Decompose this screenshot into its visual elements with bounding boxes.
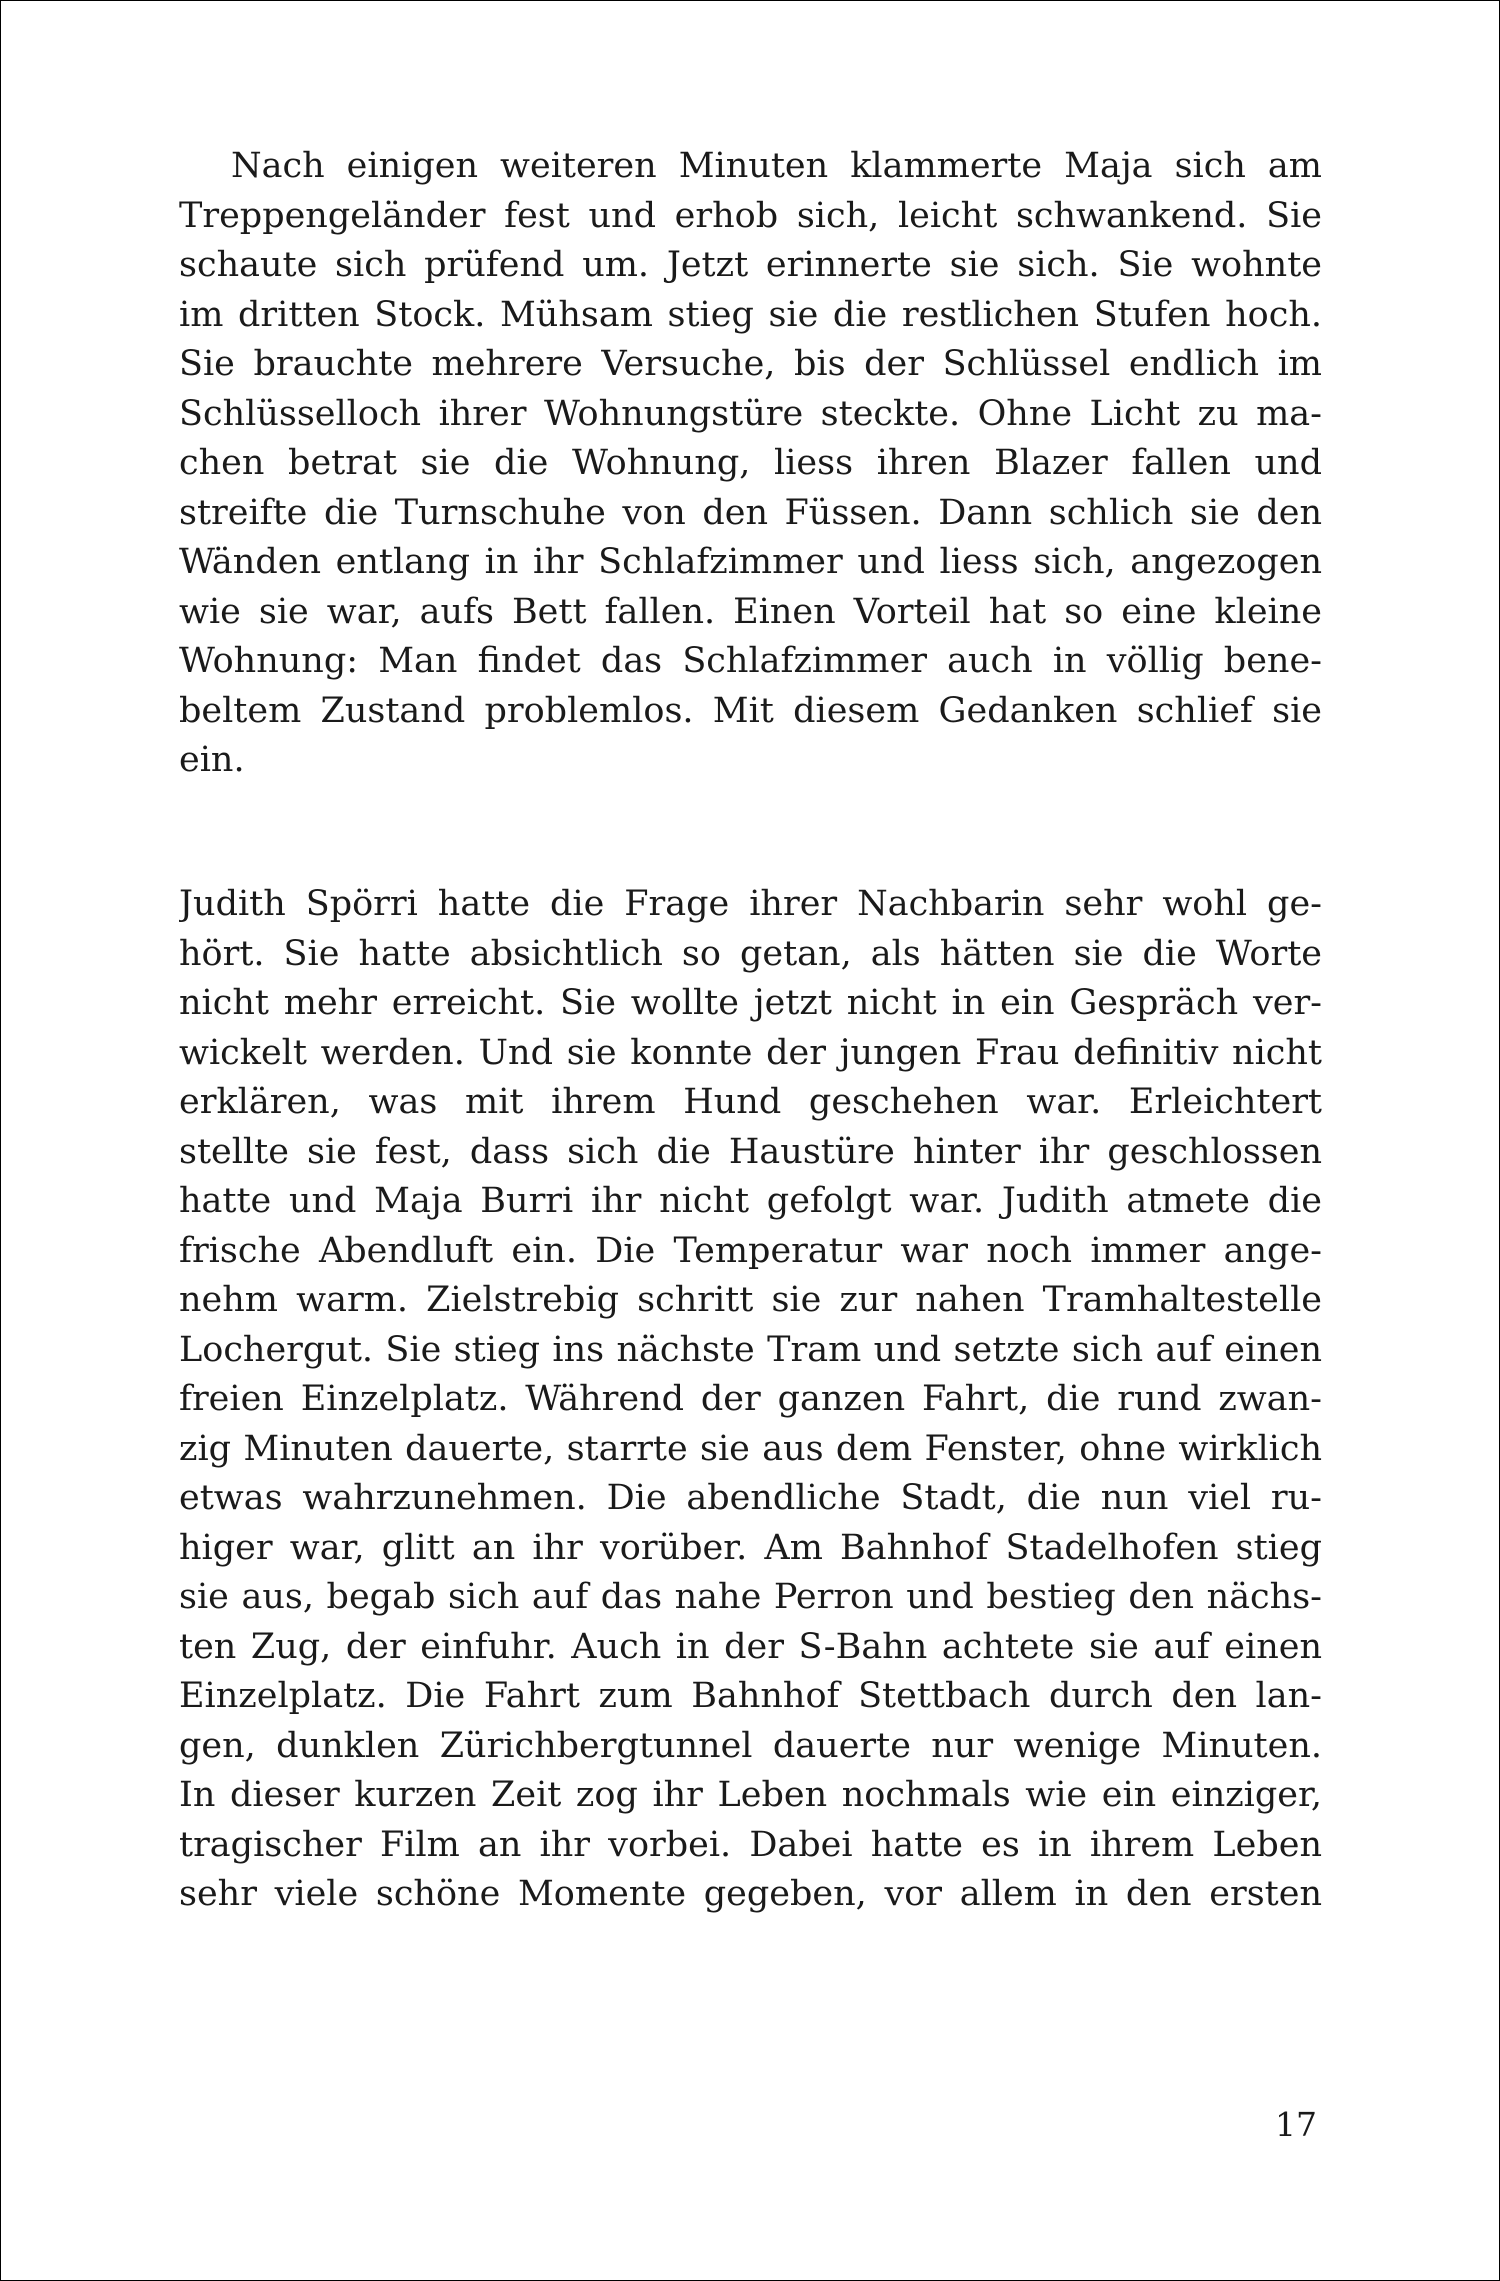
- text-line: higer war, glitt an ihr vorüber. Am Bahnhof Stadelhofen stieg: [179, 1527, 1322, 1568]
- text-line: frische Abendluft ein. Die Temperatur war noch immer ange-: [179, 1230, 1322, 1271]
- text-line: zig Minuten dauerte, starrte sie aus dem Fenster, ohne wirklich: [179, 1428, 1322, 1469]
- text-line: Treppengeländer fest und erhob sich, leicht schwankend. Sie: [179, 195, 1322, 236]
- text-line: Wänden entlang in ihr Schlafzimmer und liess sich, angezogen: [179, 542, 1322, 582]
- text-line: gen, dunklen Zürichbergtunnel dauerte nur wenige Minuten.: [179, 1725, 1322, 1766]
- text-line: tragischer Film an ihr vorbei. Dabei hatte es in ihrem Leben: [179, 1824, 1322, 1865]
- paragraph-judith: [179, 880, 1322, 1920]
- text-line: sie aus, begab sich auf das nahe Perron und bestieg den nächs-: [179, 1577, 1322, 1617]
- text-line: wickelt werden. Und sie konnte der jungen Frau definitiv nicht: [179, 1032, 1322, 1073]
- text-line: sehr viele schöne Momente gegeben, vor allem in den ersten: [179, 1874, 1322, 1914]
- text-line: im dritten Stock. Mühsam stieg sie die restlichen Stufen hoch.: [179, 294, 1322, 335]
- text-line: etwas wahrzunehmen. Die abendliche Stadt, die nun viel ru-: [179, 1478, 1322, 1518]
- text-line: Nach einigen weiteren Minuten klammerte Maja sich am: [231, 146, 1322, 186]
- text-line: erklären, was mit ihrem Hund geschehen war. Erleichtert: [179, 1082, 1322, 1122]
- text-line: freien Einzelplatz. Während der ganzen Fahrt, die rund zwan-: [179, 1379, 1322, 1419]
- text-line: Lochergut. Sie stieg ins nächste Tram und setzte sich auf einen: [179, 1329, 1322, 1370]
- text-line: nicht mehr erreicht. Sie wollte jetzt nicht in ein Gespräch ver-: [179, 983, 1322, 1023]
- text-line: In dieser kurzen Zeit zog ihr Leben nochmals wie ein einziger,: [179, 1775, 1322, 1815]
- text-line: ein.: [179, 740, 245, 780]
- text-line: nehm warm. Zielstrebig schritt sie zur nahen Tramhaltestelle: [179, 1280, 1322, 1320]
- text-line: Judith Spörri hatte die Frage ihrer Nachbarin sehr wohl ge-: [179, 884, 1322, 924]
- text-line: hört. Sie hatte absichtlich so getan, als hätten sie die Worte: [179, 933, 1322, 974]
- text-line: schaute sich prüfend um. Jetzt erinnerte sie sich. Sie wohnte: [179, 245, 1322, 285]
- text-line: Schlüsselloch ihrer Wohnungstüre steckte. Ohne Licht zu ma-: [179, 393, 1322, 434]
- text-line: streifte die Turnschuhe von den Füssen. Dann schlich sie den: [179, 492, 1322, 533]
- text-line: Einzelplatz. Die Fahrt zum Bahnhof Stettbach durch den lan-: [179, 1676, 1322, 1716]
- text-line: wie sie war, aufs Bett fallen. Einen Vorteil hat so eine kleine: [179, 591, 1322, 632]
- text-line: ten Zug, der einfuhr. Auch in der S-Bahn achtete sie auf einen: [179, 1626, 1322, 1667]
- text-line: Wohnung: Man findet das Schlafzimmer auch in völlig bene-: [179, 641, 1322, 681]
- text-line: beltem Zustand problemlos. Mit diesem Gedanken schlief sie: [179, 690, 1322, 731]
- text-line: chen betrat sie die Wohnung, liess ihren Blazer fallen und: [179, 443, 1322, 483]
- text-line: Sie brauchte mehrere Versuche, bis der Schlüssel endlich im: [179, 344, 1322, 384]
- page-number: 17: [1275, 2105, 1317, 2144]
- text-line: stellte sie fest, dass sich die Haustüre hinter ihr geschlossen: [179, 1131, 1322, 1172]
- paragraph-maja: [179, 142, 1322, 786]
- text-line: hatte und Maja Burri ihr nicht gefolgt war. Judith atmete die: [179, 1181, 1322, 1221]
